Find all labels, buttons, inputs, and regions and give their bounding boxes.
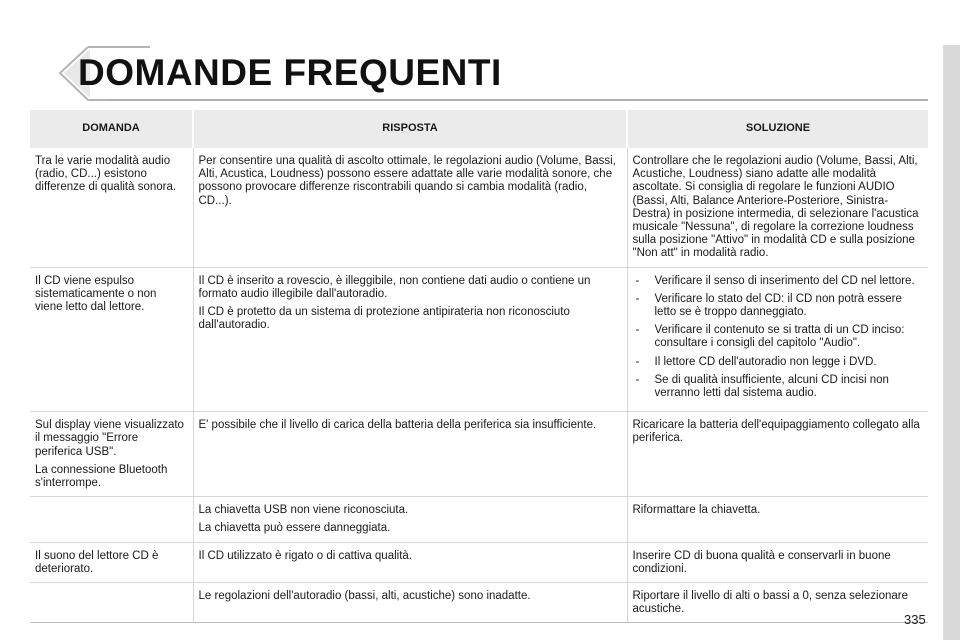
cell-paragraph: La chiavetta può essere danneggiata. bbox=[198, 522, 391, 535]
cell-soluzione bbox=[627, 267, 928, 412]
table-header-row bbox=[30, 110, 928, 148]
column-header-domanda: DOMANDA bbox=[30, 110, 193, 148]
cell-paragraph: Riportare il livello di alti o bassi a 0, senza selezionare acustiche. bbox=[632, 590, 909, 616]
list-item: - Verificare il contenuto se si tratta di un CD inciso: consultare i consigli del capitolo "Audio". bbox=[633, 324, 921, 350]
cell-paragraph: Inserire CD di buona qualità e conservarli in buone condizioni. bbox=[632, 549, 891, 575]
cell-domanda bbox=[30, 267, 193, 412]
cell-risposta bbox=[193, 267, 627, 412]
cell-domanda bbox=[30, 148, 193, 267]
cell-paragraph: Le regolazioni dell'autoradio (bassi, alti, acustiche) sono inadatte. bbox=[198, 590, 531, 603]
cell-paragraph: Sul display viene visualizzato il messaggio "Errore periferica USB". bbox=[35, 419, 184, 458]
cell-risposta bbox=[193, 497, 627, 542]
table-row bbox=[30, 412, 928, 497]
cell-domanda bbox=[30, 542, 193, 582]
cell-risposta bbox=[193, 542, 627, 582]
cell-soluzione bbox=[627, 542, 928, 582]
cell-paragraph: Tra le varie modalità audio (radio, CD...) esistono differenze di qualità sonora. bbox=[35, 155, 177, 194]
cell-risposta bbox=[193, 583, 627, 623]
cell-domanda bbox=[30, 412, 193, 497]
cell-paragraph: Per consentire una qualità di ascolto ottimale, le regolazioni audio (Volume, Bassi, Alti, Acustica, Loudness) possono essere adattate alle varie modalità sonore, che possono provocare differenze riscontrabili quando si cambia modalità (radio, CD...). bbox=[198, 155, 616, 207]
list-item: - Il lettore CD dell'autoradio non legge i DVD. bbox=[633, 356, 921, 369]
cell-paragraph: Controllare che le regolazioni audio (Volume, Bassi, Alti, Acustiche, Loudness) siano adatte alle modalità ascoltate. Si consiglia di regolare le funzioni AUDIO (Bassi, Alti, Balance Anteriore-Posteriore, Sinistra-Destra) in posizione intermedia, di selezionare l'acustica musicale "Nessuna", di regolare la correzione loudness sulla posizione "Attivo" in modalità CD e sulla posizione "Non att" in modalità radio. bbox=[632, 155, 919, 260]
cell-paragraph: Riformattare la chiavetta. bbox=[632, 504, 761, 517]
header-divider bbox=[110, 99, 928, 101]
cell-paragraph: La connessione Bluetooth s'interrompe. bbox=[35, 463, 168, 490]
cell-paragraph: Il CD è protetto da un sistema di protezione antipirateria non riconosciuto dall'autoradio. bbox=[198, 306, 570, 332]
list-item: - Verificare lo stato del CD: il CD non potrà essere letto se è troppo danneggiato. bbox=[633, 293, 921, 319]
list-item: - Verificare il senso di inserimento del CD nel lettore. bbox=[633, 275, 921, 288]
table-row bbox=[30, 542, 928, 582]
cell-soluzione bbox=[627, 412, 928, 497]
faq-table-body bbox=[30, 148, 928, 623]
cell-soluzione bbox=[627, 497, 928, 542]
faq-table bbox=[30, 110, 928, 623]
table-row bbox=[30, 267, 928, 412]
page-number: 335 bbox=[904, 612, 926, 627]
cell-domanda bbox=[30, 583, 193, 623]
table-row bbox=[30, 148, 928, 267]
cell-paragraph: La chiavetta USB non viene riconosciuta. bbox=[198, 504, 409, 517]
cell-domanda bbox=[30, 497, 193, 542]
cell-risposta bbox=[193, 148, 627, 267]
cell-soluzione bbox=[627, 583, 928, 623]
page-title: DOMANDE FREQUENTI bbox=[78, 52, 502, 93]
table-row bbox=[30, 583, 928, 623]
cell-paragraph: Il CD è inserito a rovescio, è illeggibile, non contiene dati audio o contiene un formato audio illegibile dall'autoradio. bbox=[198, 274, 591, 300]
cell-paragraph: Ricaricare la batteria dell'equipaggiamento collegato alla periferica. bbox=[632, 419, 920, 445]
cell-paragraph: Il suono del lettore CD è deteriorato. bbox=[35, 549, 159, 575]
cell-soluzione bbox=[627, 148, 928, 267]
table-row bbox=[30, 497, 928, 542]
solution-list bbox=[633, 275, 921, 401]
page-side-bar bbox=[943, 45, 960, 640]
cell-paragraph: Il CD utilizzato è rigato o di cattiva qualità. bbox=[198, 549, 412, 562]
cell-risposta bbox=[193, 412, 627, 497]
cell-paragraph: Il CD viene espulso sistematicamente o non viene letto dal lettore. bbox=[35, 274, 157, 314]
cell-paragraph: E' possibile che il livello di carica della batteria della periferica sia insufficiente. bbox=[198, 419, 597, 432]
column-header-risposta: RISPOSTA bbox=[193, 110, 627, 148]
column-header-soluzione: SOLUZIONE bbox=[627, 110, 928, 148]
list-item: - Se di qualità insufficiente, alcuni CD incisi non verranno letti dal sistema audio. bbox=[633, 374, 921, 400]
